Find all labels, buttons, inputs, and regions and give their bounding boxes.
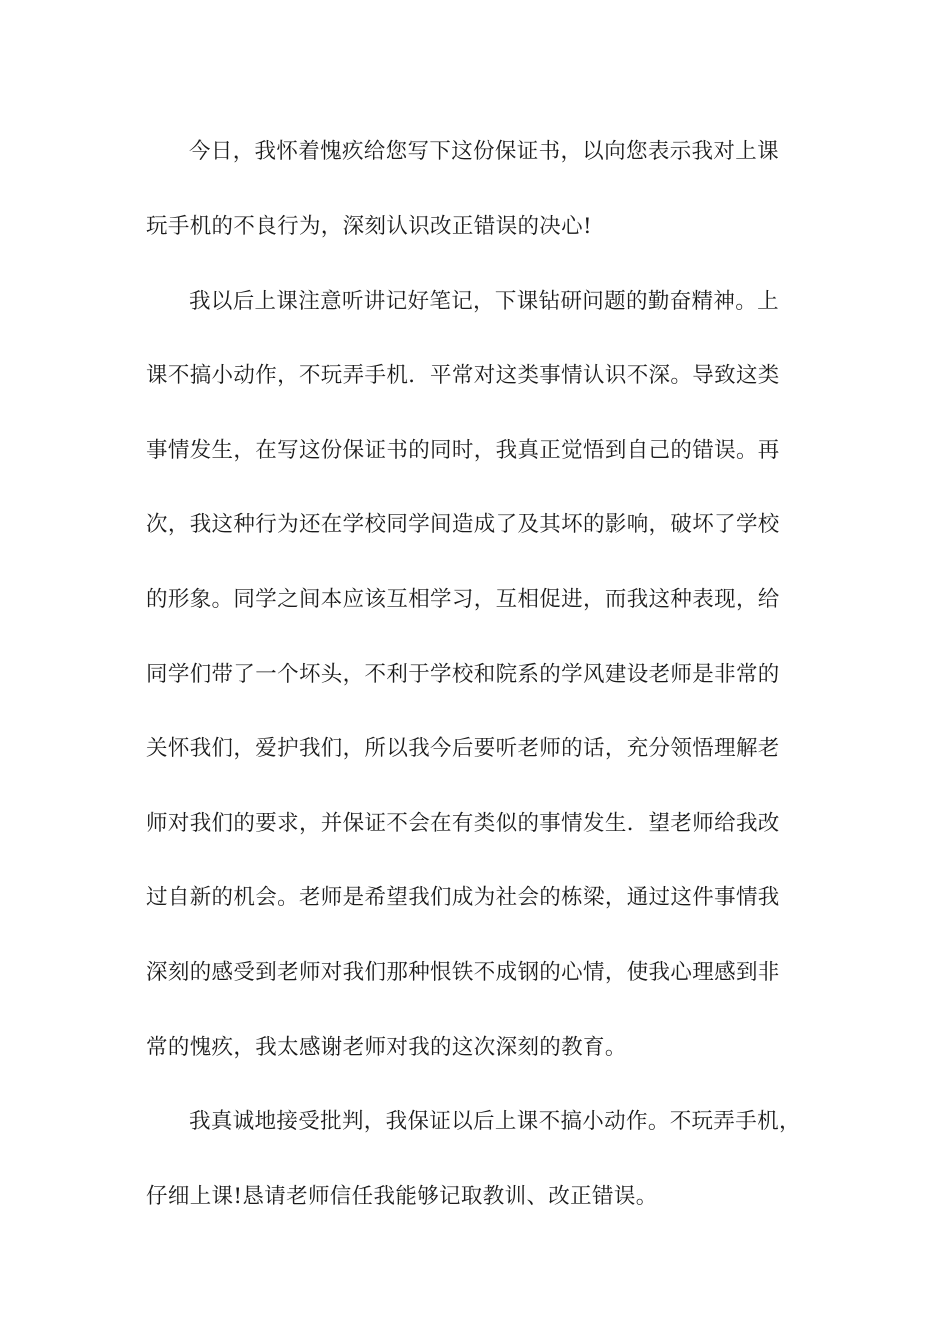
paragraph-3-line-2: 仔细上课!恳请老师信任我能够记取教训、改正错误。 (146, 1184, 658, 1209)
paragraph-2-line-1: 我以后上课注意听讲记好笔记，下课钻研问题的勤奋精神。上 (189, 289, 779, 314)
paragraph-2-line-5: 的形象。同学之间本应该互相学习，互相促进，而我这种表现，给 (146, 587, 780, 612)
paragraph-1-line-1: 今日，我怀着愧疚给您写下这份保证书，以向您表示我对上课 (189, 139, 779, 164)
paragraph-2-line-8: 师对我们的要求，并保证不会在有类似的事情发生．望老师给我改 (146, 811, 780, 836)
paragraph-2-line-7: 关怀我们，爱护我们，所以我今后要听老师的话，充分领悟理解老 (146, 736, 780, 761)
paragraph-2-line-3: 事情发生，在写这份保证书的同时，我真正觉悟到自己的错误。再 (146, 438, 780, 463)
paragraph-2-line-10: 深刻的感受到老师对我们那种恨铁不成钢的心情，使我心理感到非 (146, 960, 780, 985)
paragraph-2-line-11: 常的愧疚，我太感谢老师对我的这次深刻的教育。 (146, 1035, 627, 1060)
paragraph-2-line-2: 课不搞小动作，不玩弄手机．平常对这类事情认识不深。导致这类 (146, 363, 780, 388)
paragraph-3-line-1: 我真诚地接受批判，我保证以后上课不搞小动作。不玩弄手机， (189, 1109, 801, 1134)
paragraph-2-line-9: 过自新的机会。老师是希望我们成为社会的栋梁，通过这件事情我 (146, 885, 780, 910)
paragraph-2-line-6: 同学们带了一个坏头，不利于学校和院系的学风建设老师是非常的 (146, 662, 780, 687)
paragraph-2-line-4: 次，我这种行为还在学校同学间造成了及其坏的影响，破坏了学校 (146, 512, 780, 537)
paragraph-1-line-2: 玩手机的不良行为，深刻认识改正错误的决心! (146, 214, 592, 239)
